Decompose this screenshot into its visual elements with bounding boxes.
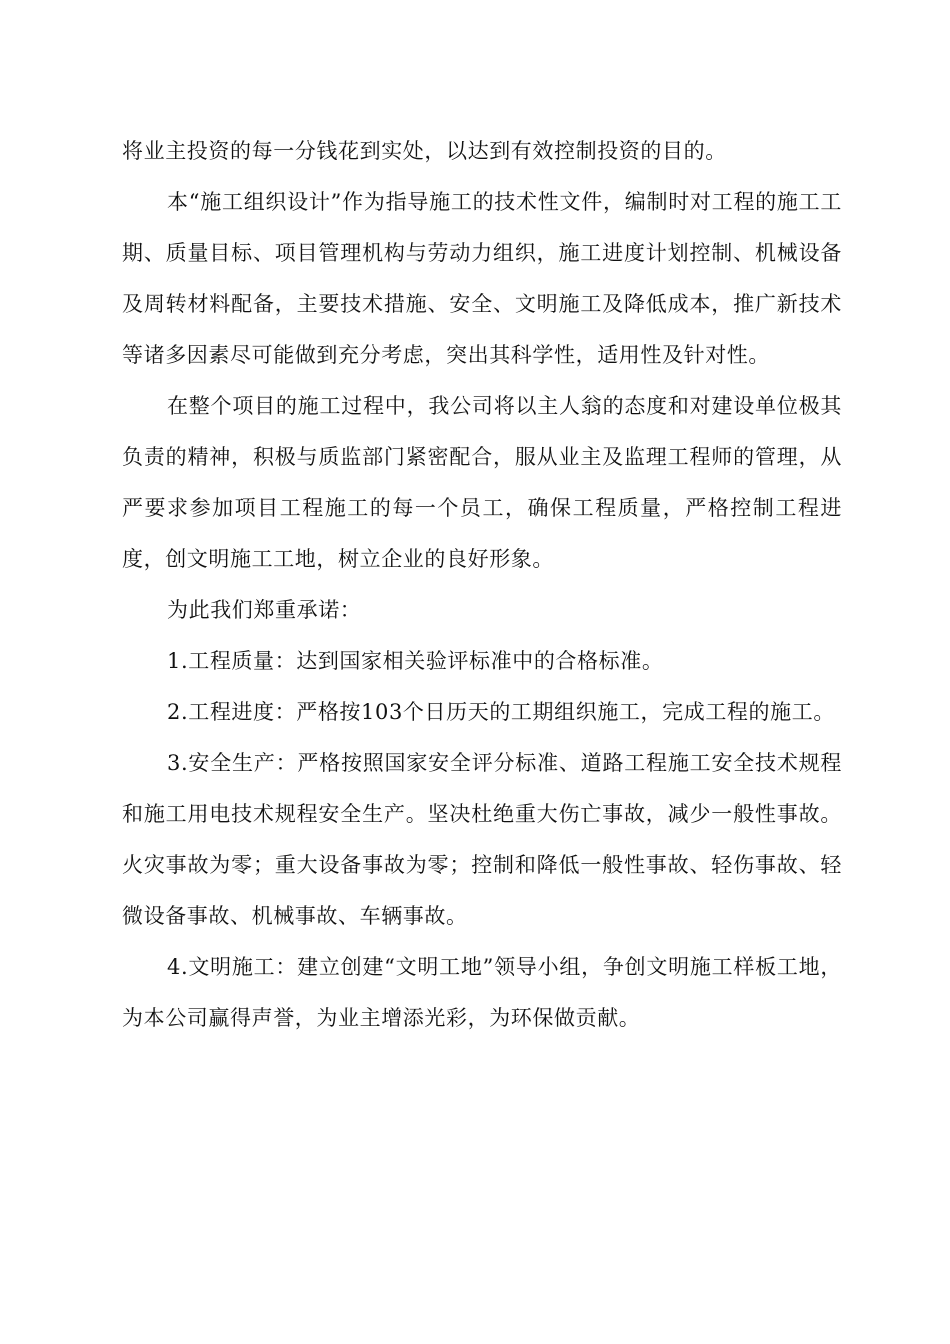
paragraph-company-attitude: 在整个项目的施工过程中，我公司将以主人翁的态度和对建设单位极其负责的精神，积极与质监部门紧密配合，服从业主及监理工程师的管理，从严要求参加项目工程施工的每一个员工，确保工程质量，严格控制工程进度，创文明施工工地，树立企业的良好形象。 xyxy=(122,394,842,571)
paragraph-continuation: 将业主投资的每一分钱花到实处，以达到有效控制投资的目的。 xyxy=(122,139,727,163)
commitment-schedule: 2.工程进度：严格按103个日历天的工期组织施工，完成工程的施工。 xyxy=(167,700,835,724)
paragraph-commitment-intro: 为此我们郑重承诺： xyxy=(167,598,362,622)
document-body xyxy=(122,126,842,1044)
commitment-quality: 1.工程质量：达到国家相关验评标准中的合格标准。 xyxy=(167,649,664,673)
commitment-safety: 3.安全生产：严格按照国家安全评分标准、道路工程施工安全技术规程和施工用电技术规程安全生产。坚决杜绝重大伤亡事故，减少一般性事故。火灾事故为零；重大设备事故为零；控制和降低一般性事故、轻伤事故、轻微设备事故、机械事故、车辆事故。 xyxy=(122,751,842,928)
commitment-civilized-construction: 4.文明施工：建立创建“文明工地”领导小组，争创文明施工样板工地，为本公司赢得声誉，为业主增添光彩，为环保做贡献。 xyxy=(122,955,842,1030)
paragraph-construction-design: 本“施工组织设计”作为指导施工的技术性文件，编制时对工程的施工工期、质量目标、项目管理机构与劳动力组织，施工进度计划控制、机械设备及周转材料配备，主要技术措施、安全、文明施工及降低成本，推广新技术等诸多因素尽可能做到充分考虑，突出其科学性，适用性及针对性。 xyxy=(122,190,842,367)
